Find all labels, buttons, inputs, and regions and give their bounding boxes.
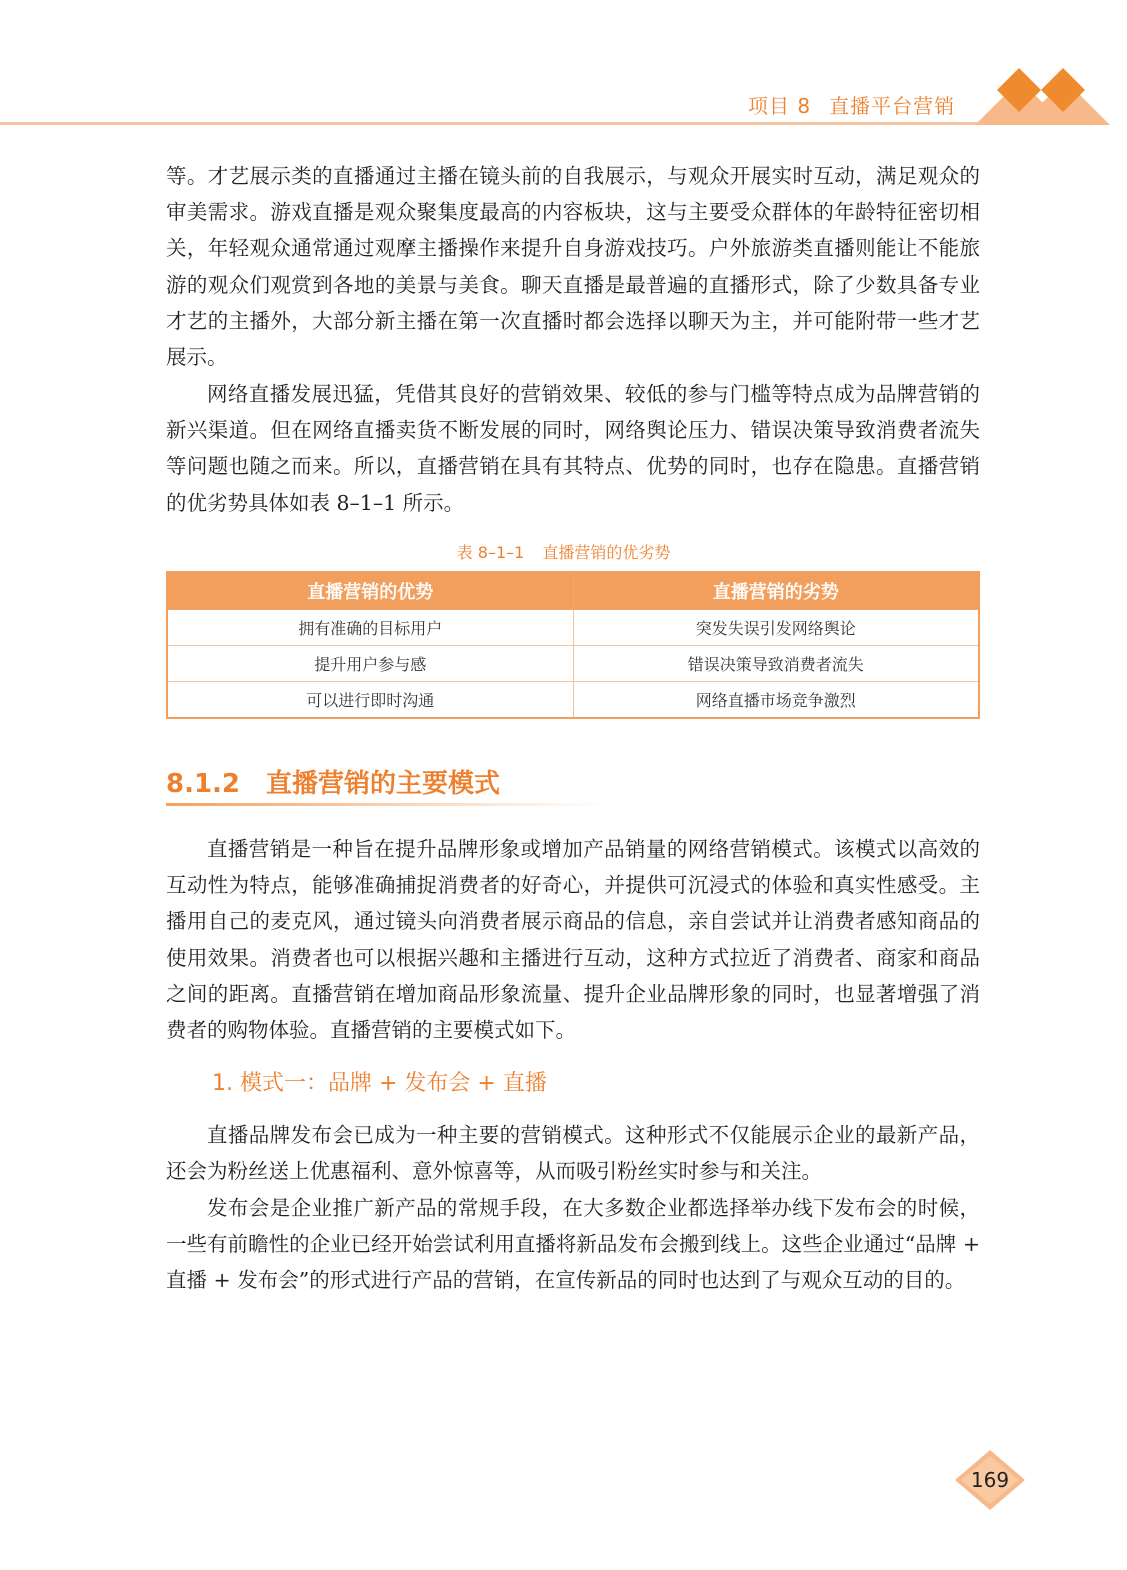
subsection-paragraph-1: 直播品牌发布会已成为一种主要的营销模式。这种形式不仅能展示企业的最新产品，还会为粉丝送上优惠福利、意外惊喜等，从而吸引粉丝实时参与和关注。 — [166, 1123, 980, 1184]
table-caption-number: 表 8–1–1 — [456, 543, 525, 562]
section-title: 直播营销的主要模式 — [266, 769, 501, 799]
table-header-cons: 直播营销的劣势 — [573, 572, 979, 610]
body-paragraph-2: 网络直播发展迅猛，凭借其良好的营销效果、较低的参与门槛等特点成为品牌营销的新兴渠道。但在网络直播卖货不断发展的同时，网络舆论压力、错误决策导致消费者流失等问题也随之而来。所以，直播营销在具有其特点、优势的同时，也存在隐患。直播营销的优劣势具体如表 8–1–1 所示。 — [166, 382, 980, 515]
header-project-number: 项目 8 — [748, 94, 812, 118]
table-row — [167, 646, 979, 682]
table-cell-con: 网络直播市场竞争激烈 — [573, 682, 979, 719]
table-cell-con: 错误决策导致消费者流失 — [573, 646, 979, 682]
table-cell-pro: 提升用户参与感 — [167, 646, 573, 682]
section-underline — [166, 803, 606, 806]
pros-cons-table — [166, 571, 980, 719]
section-heading — [166, 763, 500, 800]
table-header-row — [167, 572, 979, 610]
table-cell-con: 突发失误引发网络舆论 — [573, 610, 979, 646]
running-header — [748, 90, 955, 119]
section-paragraph: 直播营销是一种旨在提升品牌形象或增加产品销量的网络营销模式。该模式以高效的互动性为特点，能够准确捕捉消费者的好奇心，并提供可沉浸式的体验和真实性感受。主播用自己的麦克风，通过镜头向消费者展示商品的信息，亲自尝试并让消费者感知商品的使用效果。消费者也可以根据兴趣和主播进行互动，这种方式拉近了消费者、商家和商品之间的距离。直播营销在增加商品形象流量、提升企业品牌形象的同时，也显著增强了消费者的购物体验。直播营销的主要模式如下。 — [166, 837, 980, 1043]
subsection-paragraph-2: 发布会是企业推广新产品的常规手段，在大多数企业都选择举办线下发布会的时候，一些有前瞻性的企业已经开始尝试利用直播将新品发布会搬到线上。这些企业通过“品牌 + 直播 + 发布会”的形式进行产品的营销，在宣传新品的同时也达到了与观众互动的目的。 — [166, 1196, 980, 1293]
header-rule — [0, 122, 980, 125]
table-row — [167, 610, 979, 646]
table-caption — [0, 540, 1127, 563]
header-diamond-decoration — [975, 68, 1110, 128]
page-number: 169 — [970, 1468, 1010, 1492]
table-header-pros: 直播营销的优势 — [167, 572, 573, 610]
subsection-heading: 1. 模式一：品牌 + 发布会 + 直播 — [212, 1071, 547, 1096]
table-row — [167, 682, 979, 719]
page-number-badge — [955, 1450, 1025, 1510]
body-paragraph-1: 等。才艺展示类的直播通过主播在镜头前的自我展示，与观众开展实时互动，满足观众的审美需求。游戏直播是观众聚集度最高的内容板块，这与主要受众群体的年龄特征密切相关，年轻观众通常通过观摩主播操作来提升自身游戏技巧。户外旅游类直播则能让不能旅游的观众们观赏到各地的美景与美食。聊天直播是最普遍的直播形式，除了少数具备专业才艺的主播外，大部分新主播在第一次直播时都会选择以聊天为主，并可能附带一些才艺展示。 — [166, 164, 980, 370]
section-number: 8.1.2 — [166, 769, 241, 799]
header-chapter-title: 直播平台营销 — [829, 94, 956, 118]
table-caption-title: 直播营销的优劣势 — [542, 543, 671, 562]
table-cell-pro: 可以进行即时沟通 — [167, 682, 573, 719]
table-cell-pro: 拥有准确的目标用户 — [167, 610, 573, 646]
